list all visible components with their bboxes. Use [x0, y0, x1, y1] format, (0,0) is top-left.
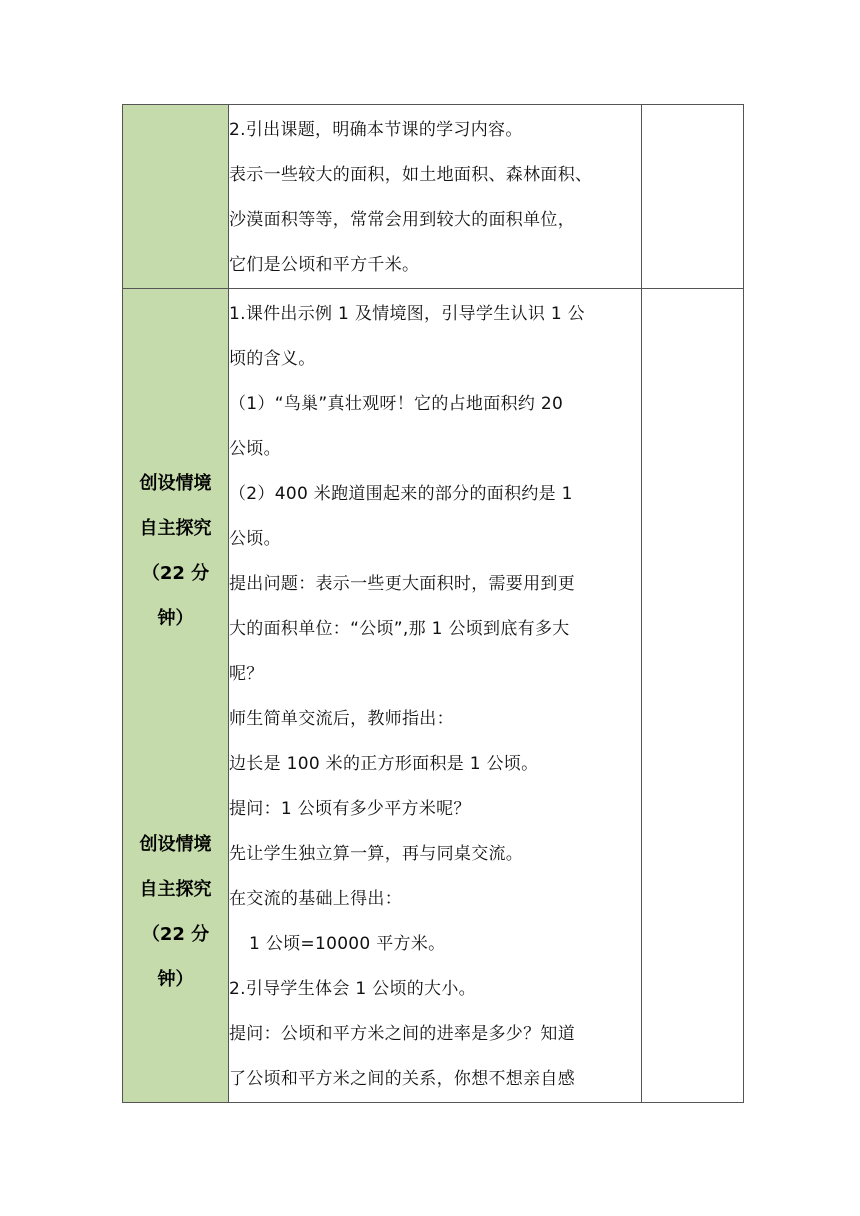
content-line: 2.引导学生体会 1 公顷的大小。: [229, 979, 476, 999]
content-cell: [229, 289, 642, 1103]
content-line: 师生简单交流后，教师指出：: [229, 709, 454, 729]
content-line: 先让学生独立算一算，再与同桌交流。: [229, 844, 524, 864]
content-line: 1 公顷=10000 平方米。: [249, 934, 446, 954]
content-line: 1.课件出示例 1 及情境图，引导学生认识 1 公: [229, 304, 585, 324]
content-line: 公顷。: [229, 439, 281, 459]
content-cell: [229, 105, 642, 289]
stage-label-line: 自主探究: [139, 879, 212, 900]
content-line: 在交流的基础上得出：: [229, 889, 402, 909]
content-line: 提问：公顷和平方米之间的进率是多少？知道: [229, 1024, 575, 1044]
notes-cell: [642, 289, 744, 1103]
stage-label-line: 钟）: [157, 608, 194, 629]
stage-label-line: （22 分: [141, 563, 210, 584]
stage-label-line: 创设情境: [139, 834, 212, 855]
content-line: 它们是公顷和平方千米。: [229, 255, 420, 275]
lesson-plan-table: [122, 104, 744, 1103]
table-row: [123, 105, 744, 289]
content-line: 2.引出课题，明确本节课的学习内容。: [229, 120, 523, 140]
content-line: 大的面积单位：“公顷”,那 1 公顷到底有多大: [229, 619, 570, 639]
stage-label-line: 自主探究: [139, 518, 212, 539]
table-row: [123, 289, 744, 1103]
content-line: 提出问题：表示一些更大面积时，需要用到更: [229, 574, 575, 594]
content-line: 呢？: [229, 664, 264, 684]
content-line: （2）400 米跑道围起来的部分的面积约是 1: [229, 484, 573, 504]
stage-label-line: 钟）: [157, 969, 194, 990]
stage-label: [123, 461, 228, 641]
content-line: 边长是 100 米的正方形面积是 1 公顷。: [229, 754, 539, 774]
notes-cell: [642, 105, 744, 289]
content-line: 公顷。: [229, 529, 281, 549]
stage-label-line: （22 分: [141, 924, 210, 945]
stage-label-line: 创设情境: [139, 473, 212, 494]
stage-label: [123, 822, 228, 1002]
content-line: （1）“鸟巢”真壮观呀！它的占地面积约 20: [229, 394, 564, 414]
content-line: 沙漠面积等等，常常会用到较大的面积单位，: [229, 210, 575, 230]
content-line: 顷的含义。: [229, 349, 316, 369]
content-line: 表示一些较大的面积，如土地面积、森林面积、: [229, 165, 593, 185]
stage-cell: [123, 289, 229, 1103]
content-line: 了公顷和平方米之间的关系，你想不想亲自感: [229, 1069, 575, 1089]
content-line: 提问：1 公顷有多少平方米呢？: [229, 799, 471, 819]
stage-cell: [123, 105, 229, 289]
